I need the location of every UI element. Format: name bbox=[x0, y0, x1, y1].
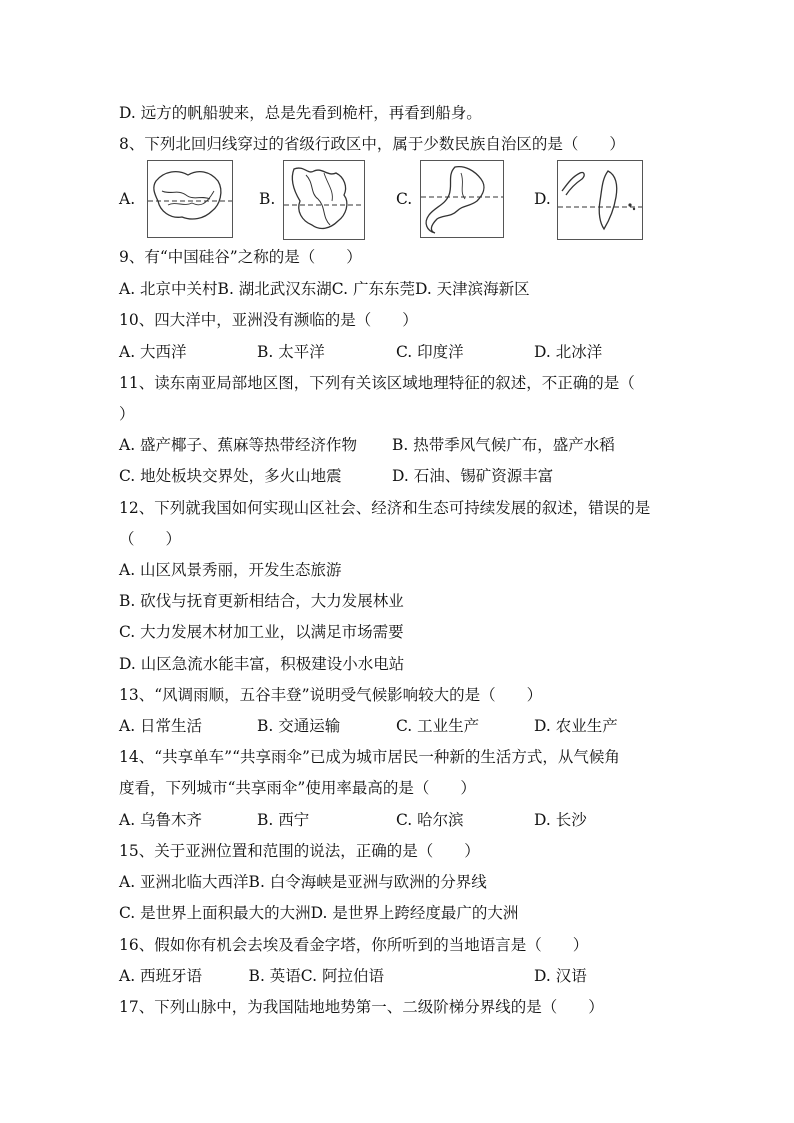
q10-option-a: A. 大西洋 bbox=[119, 343, 187, 361]
question-17-stem: 17、下列山脉中，为我国陆地地势第一、二级阶梯分界线的是（ ） bbox=[119, 998, 604, 1016]
map-option-d bbox=[557, 160, 643, 240]
question-12-option-a: A. 山区风景秀丽，开发生态旅游 bbox=[119, 561, 342, 579]
question-14-stem: 14、“共享单车”“共享雨伞”已成为城市居民一种新的生活方式，从气候角 bbox=[119, 748, 620, 766]
province-map-c-icon bbox=[421, 161, 503, 237]
question-12-option-d: D. 山区急流水能丰富，积极建设小水电站 bbox=[119, 655, 405, 673]
q13-option-b: B. 交通运输 bbox=[257, 717, 341, 735]
question-8-stem: 8、下列北回归线穿过的省级行政区中，属于少数民族自治区的是（ ） bbox=[119, 135, 625, 153]
option-a-label: A. bbox=[119, 190, 136, 208]
option-d-label: D. bbox=[534, 190, 551, 208]
question-16-stem: 16、假如你有机会去埃及看金字塔，你所听到的当地语言是（ ） bbox=[119, 936, 589, 954]
question-7-option-d: D. 远方的帆船驶来，总是先看到桅杆，再看到船身。 bbox=[119, 104, 482, 122]
question-12-stem-cont: （ ） bbox=[119, 530, 182, 548]
q10-option-b: B. 太平洋 bbox=[257, 343, 325, 361]
q13-option-a: A. 日常生活 bbox=[119, 717, 203, 735]
province-map-b-icon bbox=[284, 161, 364, 239]
q14-option-d: D. 长沙 bbox=[534, 811, 587, 829]
question-13-stem: 13、“风调雨顺，五谷丰登”说明受气候影响较大的是（ ） bbox=[119, 686, 543, 704]
question-15-stem: 15、关于亚洲位置和范围的说法，正确的是（ ） bbox=[119, 842, 480, 860]
q14-option-c: C. 哈尔滨 bbox=[396, 811, 464, 829]
option-c-label: C. bbox=[396, 190, 413, 208]
province-map-d-icon bbox=[558, 161, 642, 239]
map-option-a bbox=[147, 160, 233, 238]
question-10-stem: 10、四大洋中，亚洲没有濒临的是（ ） bbox=[119, 311, 418, 329]
province-map-a-icon bbox=[148, 161, 232, 237]
question-9-options: A. 北京中关村B. 湖北武汉东湖C. 广东东莞D. 天津滨海新区 bbox=[119, 280, 530, 298]
q10-option-c: C. 印度洋 bbox=[396, 343, 464, 361]
question-12-option-c: C. 大力发展木材加工业，以满足市场需要 bbox=[119, 623, 404, 641]
question-12-stem: 12、下列就我国如何实现山区社会、经济和生态可持续发展的叙述，错误的是 bbox=[119, 499, 651, 517]
q10-option-d: D. 北冰洋 bbox=[534, 343, 603, 361]
question-14-stem-cont: 度看，下列城市“共享雨伞”使用率最高的是（ ） bbox=[119, 779, 476, 797]
q11-option-c: C. 地处板块交界处，多火山地震 bbox=[119, 467, 342, 485]
q14-option-a: A. 乌鲁木齐 bbox=[119, 811, 203, 829]
q16-options-abc: A. 西班牙语 B. 英语C. 阿拉伯语 bbox=[119, 967, 384, 985]
q13-option-d: D. 农业生产 bbox=[534, 717, 618, 735]
map-option-b bbox=[283, 160, 365, 240]
question-8-map-options bbox=[119, 160, 679, 240]
question-15-options-cd: C. 是世界上面积最大的大洲D. 是世界上跨经度最广的大洲 bbox=[119, 904, 519, 922]
q11-option-b: B. 热带季风气候广布，盛产水稻 bbox=[392, 436, 615, 454]
q11-option-d: D. 石油、锡矿资源丰富 bbox=[392, 467, 554, 485]
question-12-option-b: B. 砍伐与抚育更新相结合，大力发展林业 bbox=[119, 592, 404, 610]
option-b-label: B. bbox=[259, 190, 276, 208]
map-option-c bbox=[420, 160, 504, 238]
q11-option-a: A. 盛产椰子、蕉麻等热带经济作物 bbox=[119, 436, 358, 454]
question-9-stem: 9、有“中国硅谷”之称的是（ ） bbox=[119, 248, 362, 266]
q14-option-b: B. 西宁 bbox=[257, 811, 310, 829]
q16-option-d: D. 汉语 bbox=[534, 967, 587, 985]
question-11-stem: 11、读东南亚局部地区图，下列有关该区域地理特征的叙述，不正确的是（ bbox=[119, 374, 635, 392]
q13-option-c: C. 工业生产 bbox=[396, 717, 480, 735]
question-11-stem-cont: ） bbox=[119, 405, 135, 423]
question-15-options-ab: A. 亚洲北临大西洋B. 白令海峡是亚洲与欧洲的分界线 bbox=[119, 873, 487, 891]
